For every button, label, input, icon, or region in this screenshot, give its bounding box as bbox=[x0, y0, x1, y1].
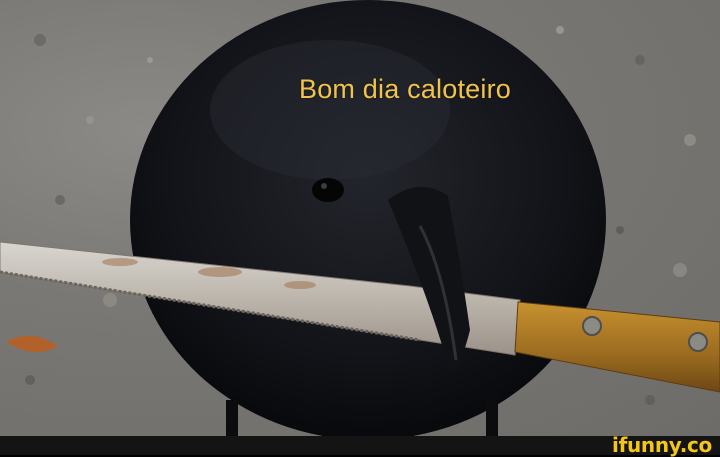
knife-handle bbox=[515, 302, 720, 392]
crow-eye bbox=[312, 178, 344, 202]
crow-leg-right bbox=[486, 396, 498, 436]
dry-leaf bbox=[6, 336, 58, 352]
meme-caption: Bom dia caloteiro bbox=[298, 74, 511, 104]
ifunny-watermark: ifunny.co bbox=[612, 433, 712, 457]
handle-rivet-1 bbox=[583, 317, 601, 335]
handle-rivet-2 bbox=[689, 333, 707, 351]
crow-leg-left bbox=[226, 400, 238, 436]
crow-head-highlight bbox=[210, 40, 450, 180]
